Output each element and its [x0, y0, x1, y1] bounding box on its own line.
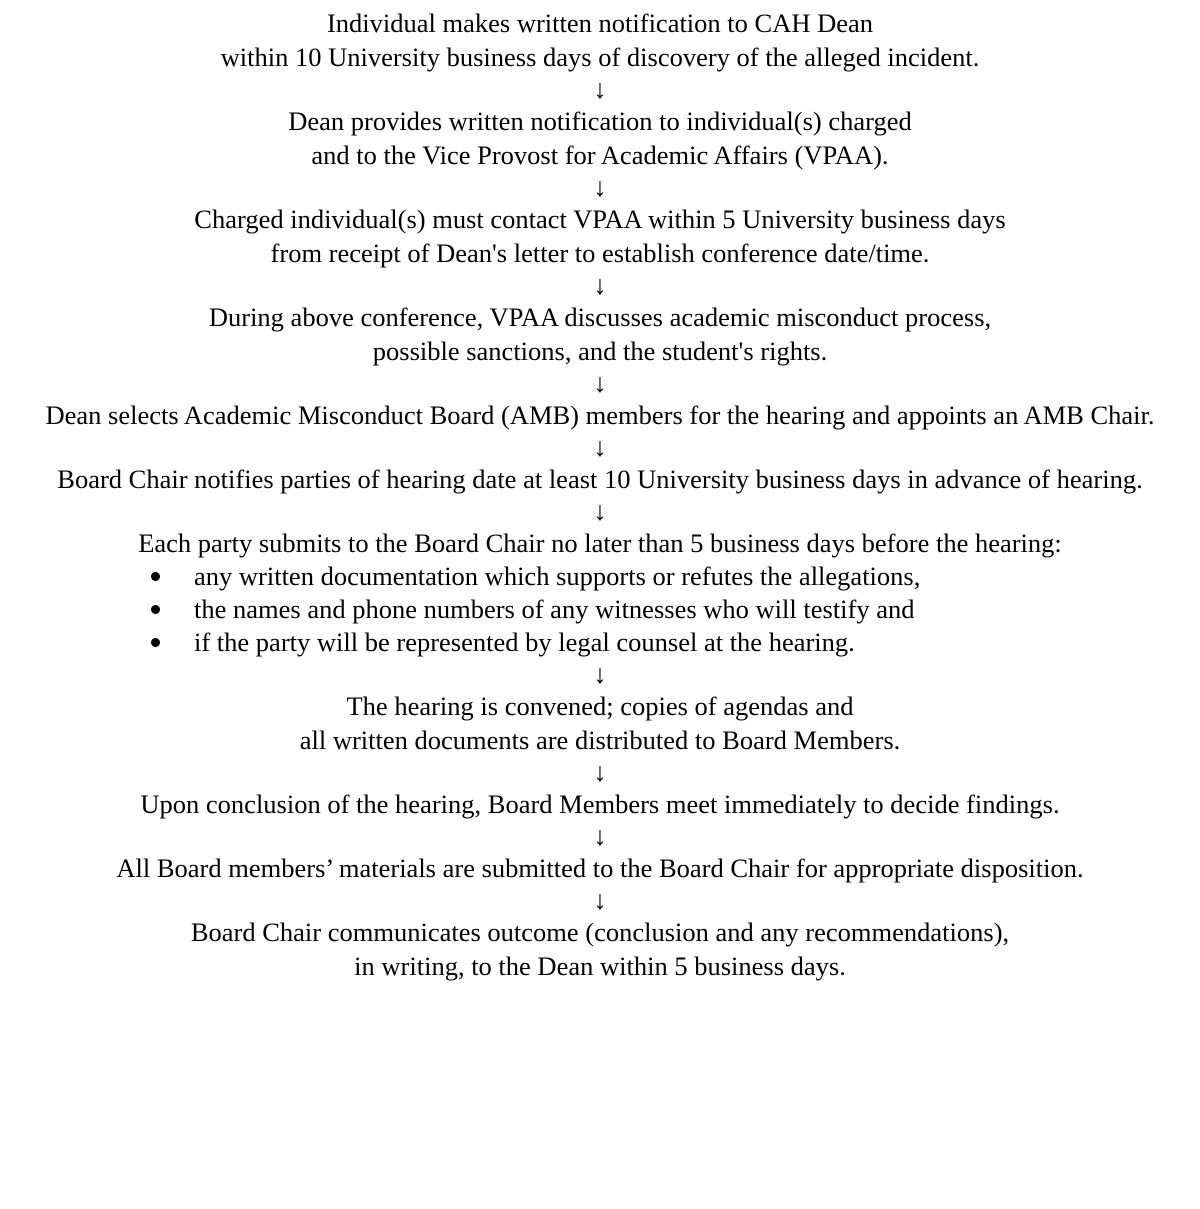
step-communicate-outcome [0, 915, 1200, 983]
down-arrow-icon: ↓ [593, 821, 607, 851]
step-text: within 10 University business days of discovery of the alleged incident. [220, 42, 980, 72]
down-arrow-icon: ↓ [593, 74, 607, 104]
step-text: from receipt of Dean's letter to establish conference date/time. [270, 238, 930, 268]
bullet-icon [151, 605, 160, 614]
step-party-submissions [0, 526, 1200, 560]
down-arrow-icon: ↓ [593, 659, 607, 689]
down-arrow-icon: ↓ [593, 757, 607, 787]
step-text: Dean provides written notification to individual(s) charged [288, 106, 912, 136]
down-arrow-icon: ↓ [593, 496, 607, 526]
step-dean-notification [0, 104, 1200, 172]
list-item-text: the names and phone numbers of any witnesses who will testify and [194, 594, 915, 624]
step-text: all written documents are distributed to Board Members. [299, 725, 901, 755]
step-text: and to the Vice Provost for Academic Affairs (VPAA). [311, 140, 889, 170]
bullet-icon [151, 572, 160, 581]
step-text: All Board members’ materials are submitted to the Board Chair for appropriate disposition. [116, 853, 1084, 883]
step-text: Individual makes written notification to CAH Dean [326, 8, 874, 38]
step-hearing-convened [0, 689, 1200, 757]
down-arrow-icon: ↓ [593, 885, 607, 915]
step-text: in writing, to the Dean within 5 business days. [354, 951, 846, 981]
down-arrow-icon: ↓ [593, 432, 607, 462]
step-decide-findings [0, 787, 1200, 821]
step-text: Board Chair communicates outcome (conclusion and any recommendations), [190, 917, 1010, 947]
step-select-board [0, 398, 1200, 432]
down-arrow-icon: ↓ [593, 172, 607, 202]
step-written-notification [0, 6, 1200, 74]
step-text: Dean selects Academic Misconduct Board (AMB) members for the hearing and appoints an AMB Chair. [45, 400, 1155, 430]
bullet-icon [151, 638, 160, 647]
down-arrow-icon: ↓ [593, 368, 607, 398]
list-item [148, 626, 1200, 659]
list-item-text: if the party will be represented by legal counsel at the hearing. [194, 627, 855, 657]
step-text: Charged individual(s) must contact VPAA within 5 University business days [194, 204, 1006, 234]
step-contact-vpaa [0, 202, 1200, 270]
down-arrow-icon: ↓ [593, 270, 607, 300]
step-vpaa-conference [0, 300, 1200, 368]
step-text: During above conference, VPAA discusses academic misconduct process, [208, 302, 992, 332]
list-item [148, 593, 1200, 626]
step-text: Each party submits to the Board Chair no later than 5 business days before the hearing: [138, 528, 1062, 558]
submission-bullet-list [0, 560, 1200, 659]
step-materials-submitted [0, 851, 1200, 885]
step-hearing-notice [0, 462, 1200, 496]
list-item-text: any written documentation which supports or refutes the allegations, [194, 561, 921, 591]
list-item [148, 560, 1200, 593]
step-text: Upon conclusion of the hearing, Board Members meet immediately to decide findings. [140, 789, 1060, 819]
step-text: Board Chair notifies parties of hearing date at least 10 University business days in advance of hearing. [57, 464, 1143, 494]
step-text: possible sanctions, and the student's rights. [372, 336, 828, 366]
step-text: The hearing is convened; copies of agendas and [346, 691, 854, 721]
